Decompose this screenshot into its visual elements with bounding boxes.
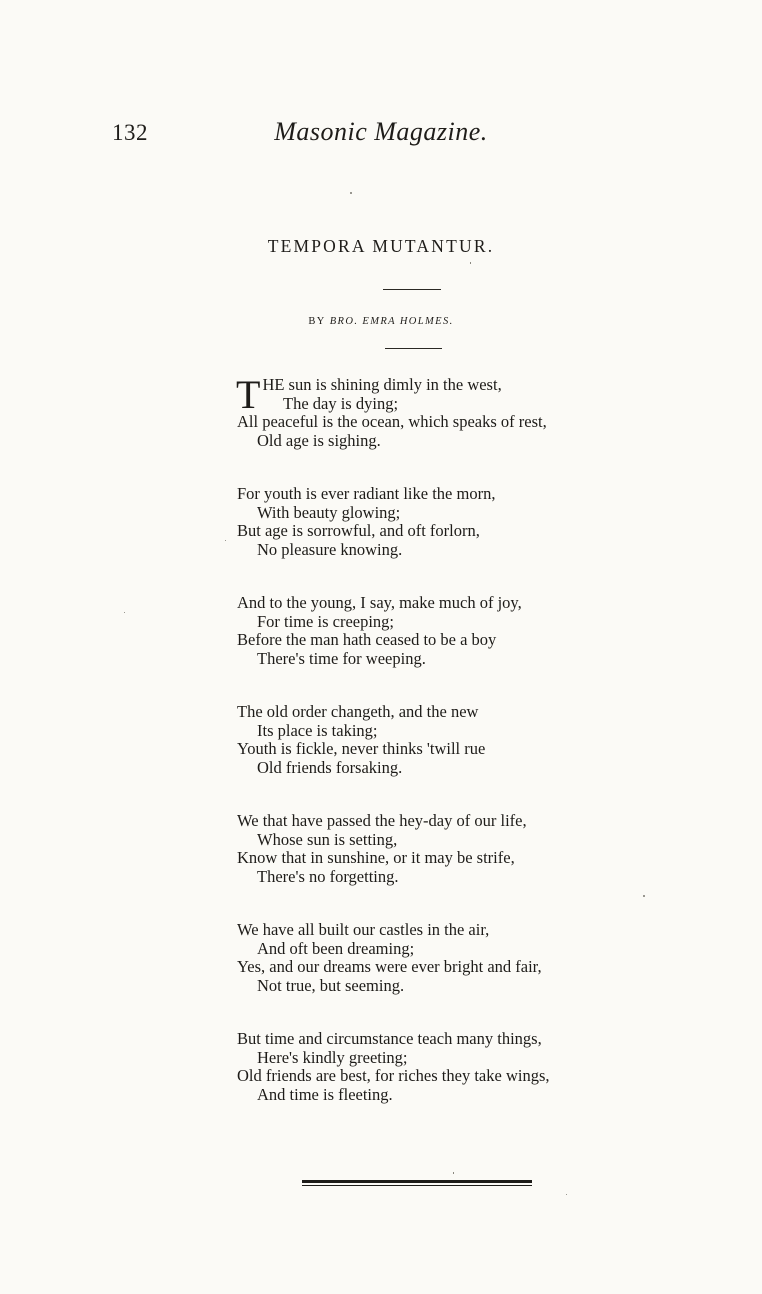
end-rule-thick: [302, 1180, 532, 1183]
speck: [566, 1194, 567, 1195]
poem-line: The day is dying;: [283, 393, 399, 413]
poem-line: Know that in sunshine, or it may be strife,: [237, 848, 515, 867]
poem-line: Old friends are best, for riches they take wings,: [237, 1066, 550, 1085]
poem-line: With beauty glowing;: [257, 502, 401, 522]
poem-line: And oft been dreaming;: [257, 938, 415, 958]
speck: [643, 895, 645, 897]
byline: [0, 316, 762, 327]
poem-line: For time is creeping;: [257, 611, 395, 631]
poem-line: There's time for weeping.: [257, 648, 426, 668]
poem-line: No pleasure knowing.: [257, 539, 403, 559]
poem-line: There's no forgetting.: [257, 866, 399, 886]
speck: [225, 540, 226, 541]
poem-line: Before the man hath ceased to be a boy: [237, 630, 497, 649]
stanza: [237, 594, 657, 668]
end-rule: [302, 1180, 532, 1186]
poem-line: The old order changeth, and the new: [237, 702, 479, 721]
poem-line: Yes, and our dreams were ever bright and fair,: [237, 957, 542, 976]
poem-line: Old age is sighing.: [257, 430, 381, 450]
poem-line: But time and circumstance teach many things,: [237, 1029, 542, 1048]
drop-cap: T: [236, 372, 261, 417]
byline-author: BRO. EMRA HOLMES.: [329, 316, 454, 327]
stanza: [237, 703, 657, 777]
speck: [470, 262, 471, 264]
poem-line: Not true, but seeming.: [257, 975, 405, 995]
poem-line: Here's kindly greeting;: [257, 1047, 408, 1067]
speck: [453, 1172, 454, 1174]
poem-line: All peaceful is the ocean, which speaks of rest,: [237, 412, 547, 431]
poem-line: And time is fleeting.: [257, 1084, 393, 1104]
poem-line: We that have passed the hey-day of our life,: [237, 811, 527, 830]
speck: [124, 612, 125, 613]
poem-line: But age is sorrowful, and oft forlorn,: [237, 521, 480, 540]
poem-line: Old friends forsaking.: [257, 757, 403, 777]
stanza: [236, 372, 657, 450]
poem-line: HE sun is shining dimly in the west,: [262, 375, 502, 394]
byline-rule: [385, 348, 442, 349]
page-number: 132: [112, 120, 148, 145]
stanza: [237, 812, 657, 886]
title-rule: [383, 289, 441, 290]
poem-line: Its place is taking;: [257, 720, 378, 740]
stanza: [237, 485, 657, 559]
poem-line: For youth is ever radiant like the morn,: [237, 484, 496, 503]
poem-line: Youth is fickle, never thinks 'twill rue: [237, 739, 486, 758]
running-head: Masonic Magazine.: [274, 117, 488, 146]
byline-prefix: BY: [308, 316, 326, 327]
article-title: TEMPORA MUTANTUR.: [267, 236, 495, 256]
end-rule-thin: [302, 1185, 532, 1186]
poem-line: Whose sun is setting,: [257, 829, 398, 849]
stanza: [237, 921, 657, 995]
poem-line: And to the young, I say, make much of joy,: [237, 593, 522, 612]
speck: [350, 192, 352, 194]
stanza: [237, 1030, 657, 1104]
poem-line: We have all built our castles in the air,: [237, 920, 490, 939]
poem: [236, 372, 657, 1139]
